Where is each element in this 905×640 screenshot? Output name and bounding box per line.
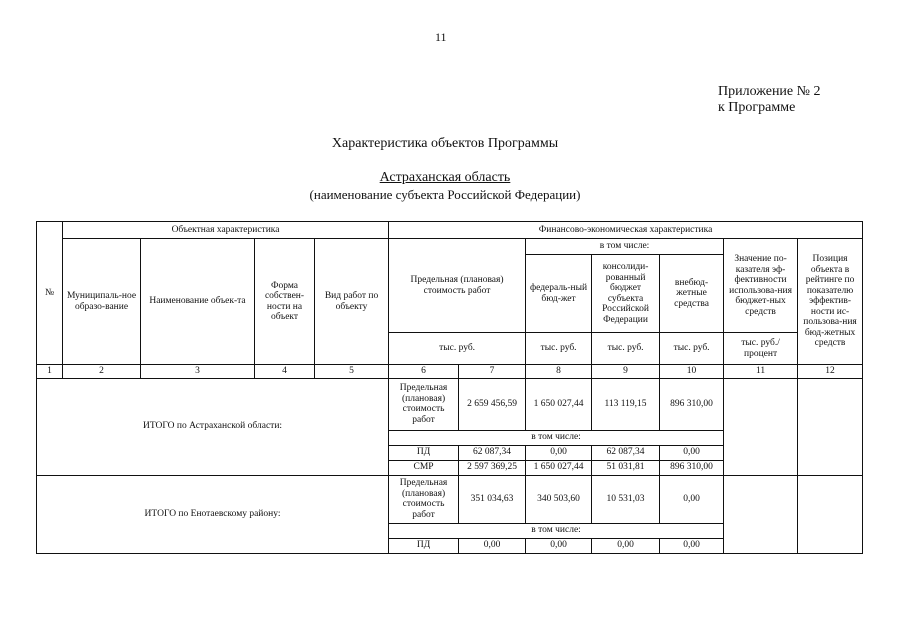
header-group-object: Объектная характеристика: [63, 222, 389, 239]
col-number: 2: [63, 365, 141, 379]
unit-federal: тыс. руб.: [526, 333, 592, 365]
col-number: 1: [37, 365, 63, 379]
header-work-type: Вид работ по объекту: [315, 239, 389, 365]
header-limit-cost: Предельная (плановая) стоимость работ: [389, 239, 526, 333]
cell-consolidated: 10 531,03: [592, 475, 660, 523]
cell-federal: 340 503,60: [526, 475, 592, 523]
cell-federal: 0,00: [526, 538, 592, 553]
col-number: 8: [526, 365, 592, 379]
header-col-no: №: [37, 222, 63, 365]
row-name: ПД: [389, 538, 459, 553]
region-subtitle: (наименование субъекта Российской Федерации): [309, 187, 581, 202]
cell-rating: [798, 378, 863, 475]
header-ownership: Форма собствен-ности на объект: [255, 239, 315, 365]
cell-extrabudget: 896 310,00: [660, 460, 724, 475]
row-name: СМР: [389, 460, 459, 475]
table-row: [37, 378, 863, 430]
col-number: 11: [724, 365, 798, 379]
appendix-line1: Приложение № 2: [718, 84, 821, 99]
header-consolidated: консолиди-рованный бюджет субъекта Российской Федерации: [592, 255, 660, 333]
cell-federal: 1 650 027,44: [526, 378, 592, 430]
col-number: 4: [255, 365, 315, 379]
unit-efficiency: тыс. руб./ процент: [724, 333, 798, 365]
row-name: Предельная (плановая) стоимость работ: [389, 378, 459, 430]
header-extrabudget: внебюд-жетные средства: [660, 255, 724, 333]
cell-consolidated: 113 119,15: [592, 378, 660, 430]
cell-efficiency: [724, 475, 798, 553]
cell-extrabudget: 0,00: [660, 475, 724, 523]
col-number: 3: [141, 365, 255, 379]
cell-total: 351 034,63: [459, 475, 526, 523]
header-rating: Позиция объекта в рейтинге по показателю эффектив-ности ис-пользова-ния бюд-жетных средств: [798, 239, 863, 365]
header-municipality: Муниципаль-ное образо-вание: [63, 239, 141, 365]
cell-efficiency: [724, 378, 798, 475]
header-group-finance: Финансово-экономическая характеристика: [389, 222, 863, 239]
col-number: 12: [798, 365, 863, 379]
cell-extrabudget: 0,00: [660, 445, 724, 460]
col-number: 7: [459, 365, 526, 379]
cell-consolidated: 62 087,34: [592, 445, 660, 460]
col-number: 5: [315, 365, 389, 379]
row-name: ПД: [389, 445, 459, 460]
col-number: 9: [592, 365, 660, 379]
header-object-name: Наименование объек-та: [141, 239, 255, 365]
section-label: ИТОГО по Астраханской области:: [37, 378, 389, 475]
row-including: в том числе:: [389, 430, 724, 445]
document-title: Характеристика объектов Программы: [331, 136, 559, 151]
appendix-line2: к Программе: [718, 100, 796, 115]
col-number: 10: [660, 365, 724, 379]
page-number: 11: [435, 30, 447, 44]
objects-table: [36, 221, 863, 554]
unit-consolidated: тыс. руб.: [592, 333, 660, 365]
header-efficiency: Значение по-казателя эф-фективности использова-ния бюджет-ных средств: [724, 239, 798, 333]
row-name: Предельная (плановая) стоимость работ: [389, 475, 459, 523]
cell-consolidated: 0,00: [592, 538, 660, 553]
row-including: в том числе:: [389, 523, 724, 538]
unit-cost: тыс. руб.: [389, 333, 526, 365]
cell-extrabudget: 896 310,00: [660, 378, 724, 430]
cell-federal: 0,00: [526, 445, 592, 460]
cell-consolidated: 51 031,81: [592, 460, 660, 475]
cell-extrabudget: 0,00: [660, 538, 724, 553]
cell-total: 62 087,34: [459, 445, 526, 460]
appendix-label: [718, 84, 821, 116]
col-number: 6: [389, 365, 459, 379]
cell-rating: [798, 475, 863, 553]
header-including: в том числе:: [526, 239, 724, 255]
region-name: Астраханская область: [379, 170, 511, 185]
cell-federal: 1 650 027,44: [526, 460, 592, 475]
table-row: [37, 475, 863, 523]
cell-total: 2 597 369,25: [459, 460, 526, 475]
header-federal: федераль-ный бюд-жет: [526, 255, 592, 333]
cell-total: 0,00: [459, 538, 526, 553]
section-label: ИТОГО по Енотаевскому району:: [37, 475, 389, 553]
unit-extrabudget: тыс. руб.: [660, 333, 724, 365]
cell-total: 2 659 456,59: [459, 378, 526, 430]
